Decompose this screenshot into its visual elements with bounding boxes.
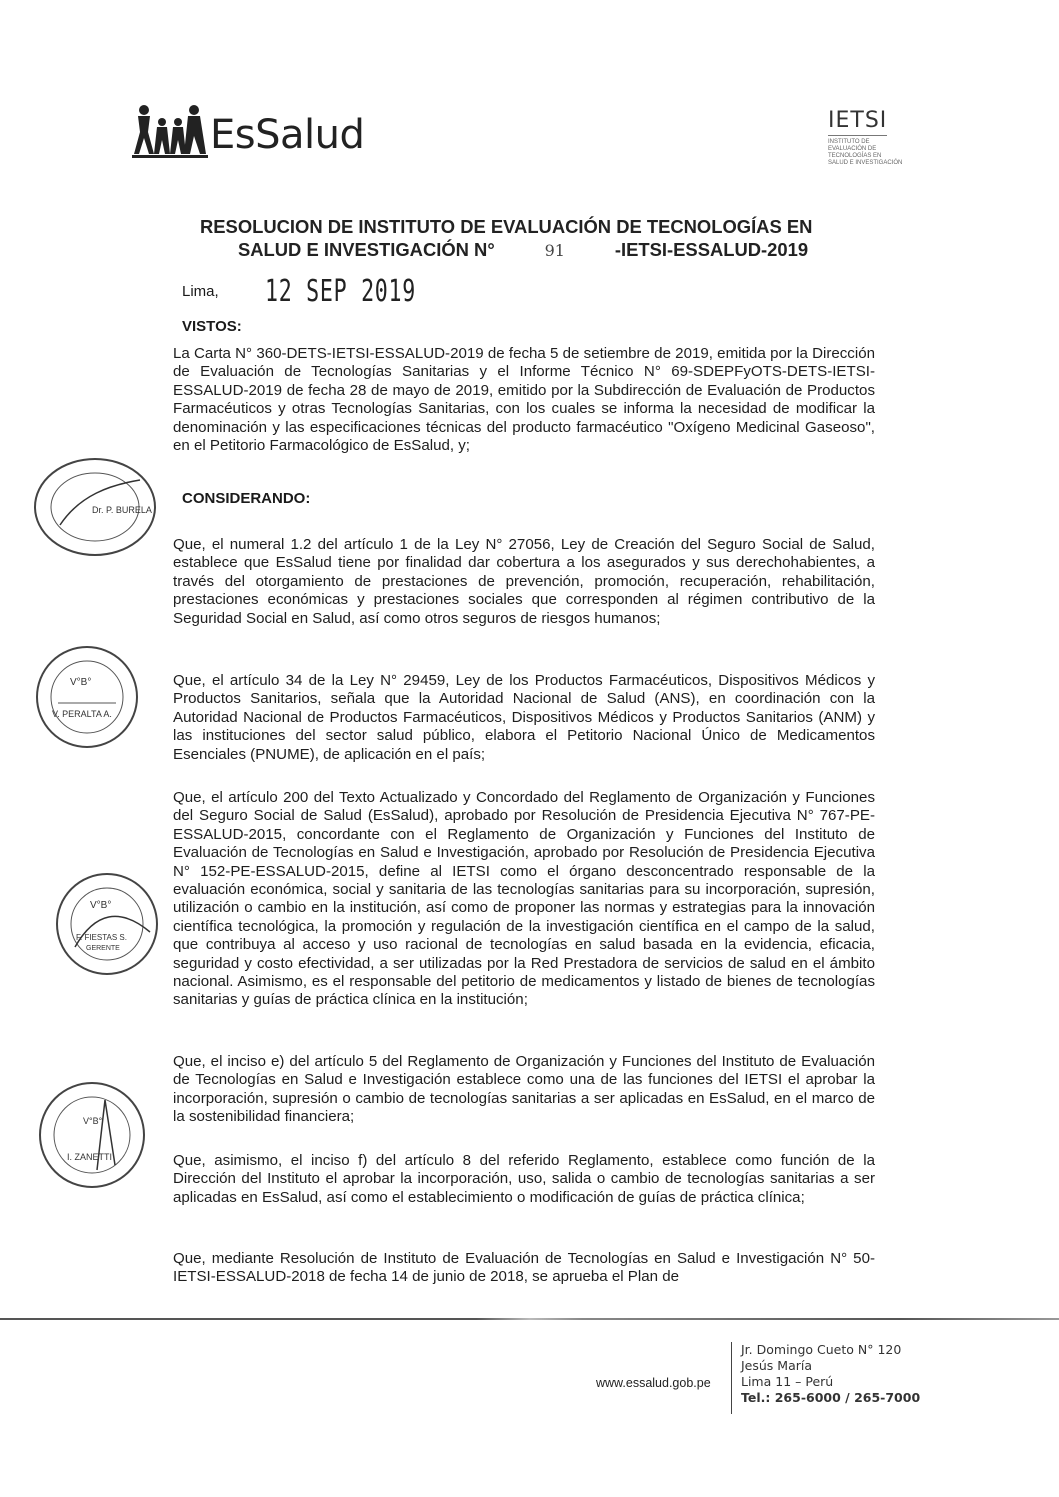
paragraph-5: Que, asimismo, el inciso f) del artículo 8 del referido Reglamento, establece como función de la Dirección del Instituto el aprobar la incorporación, uso, salida o cambio de tecnologías sanitarias a ser aplicadas en EsSalud, así como el establecimiento o modificación de guías de práctica clínica; [173, 1152, 875, 1206]
address-line-3: Lima 11 – Perú [741, 1374, 834, 1389]
essalud-logo [132, 100, 392, 170]
approval-stamp-4 [35, 1080, 150, 1195]
ietsi-logo [828, 108, 918, 180]
stamp-1-name: Dr. P. BURELA [92, 505, 152, 515]
ietsi-abbr: IETSI [828, 108, 887, 136]
stamp-3-vb: V°B° [90, 900, 112, 911]
footer-rule [0, 1318, 1059, 1320]
ietsi-subtitle: INSTITUTO DE EVALUACIÓN DE TECNOLOGÍAS EN SALUD E INVESTIGACIÓN [828, 139, 903, 166]
footer-website: www.essalud.gob.pe [596, 1376, 711, 1390]
family-figures-icon [132, 102, 208, 162]
approval-stamp-1 [30, 455, 160, 565]
footer-divider [731, 1342, 732, 1414]
stamp-3-name: F. FIESTAS S. [76, 933, 127, 942]
vistos-heading: VISTOS: [182, 318, 242, 335]
logo-text: EsSalud [210, 112, 365, 158]
paragraph-6: Que, mediante Resolución de Instituto de Evaluación de Tecnologías en Salud e Investigación N° 50-IETSI-ESSALUD-2018 de fecha 14 de junio de 2018, se aprueba el Plan de [173, 1250, 875, 1286]
considerando-heading: CONSIDERANDO: [182, 490, 311, 507]
title-line2 [200, 238, 860, 262]
title-line2-suffix: -IETSI-ESSALUD-2019 [614, 239, 809, 260]
approval-stamp-2 [30, 645, 145, 755]
approval-stamp-3 [50, 872, 165, 982]
address-line-2: Jesús María [741, 1358, 813, 1373]
stamp-4-name: I. ZANETTI [67, 1152, 112, 1162]
address-line-1: Jr. Domingo Cueto N° 120 [741, 1342, 902, 1357]
title-line2-prefix: SALUD E INVESTIGACIÓN N° [238, 239, 495, 260]
vistos-paragraph: La Carta N° 360-DETS-IETSI-ESSALUD-2019 de fecha 5 de setiembre de 2019, emitida por la Dirección de Evaluación de Tecnologías Sanitarias y el Informe Técnico N° 69-SDEPFyOTS-DETS-IETSI-ESSALUD-2019 de fecha 28 de mayo de 2019, emitido por la Subdirección de Evaluación de Productos Farmacéuticos y otras Tecnologías Sanitarias, con los cuales se informa la necesidad de modificar la denominación y las especificaciones técnicas del producto farmacéutico "Oxígeno Medicinal Gaseoso", en el Petitorio Farmacológico de EsSalud, y; [173, 345, 875, 455]
stamp-4-vb: V°B° [83, 1116, 103, 1126]
place-label: Lima, [182, 283, 219, 300]
paragraph-2: Que, el artículo 34 de la Ley N° 29459, Ley de los Productos Farmacéuticos, Dispositivos Médicos y Productos Sanitarios, señala que la Autoridad Nacional de Salud (ANS), en coordinación con la Autoridad Nacional de Productos Farmacéuticos, Dispositivos Médicos y Productos Sanitarios (ANM) y las instituciones del sector salud público, elabora el Petitorio Nacional Único de Medicamentos Esenciales (PNUME), de aplicación en el país; [173, 672, 875, 763]
resolution-title [200, 215, 860, 262]
footer-address [741, 1342, 920, 1406]
stamp-3-role: GERENTE [86, 945, 120, 952]
stamp-2-vb: V°B° [70, 677, 92, 688]
title-line1: RESOLUCION DE INSTITUTO DE EVALUACIÓN DE TECNOLOGÍAS EN [200, 216, 813, 237]
address-phone: Tel.: 265-6000 / 265-7000 [741, 1390, 921, 1405]
resolution-number: 91 [544, 241, 565, 260]
stamp-2-name: V. PERALTA A. [52, 709, 112, 719]
paragraph-4: Que, el inciso e) del artículo 5 del Reglamento de Organización y Funciones del Instituto de Evaluación de Tecnologías en Salud e Investigación establece como una de las funciones del IETSI el aprobar la incorporación, supresión o cambio de tecnologías sanitarias a ser aplicadas en EsSalud, en el marco de la sostenibilidad financiera; [173, 1053, 875, 1126]
paragraph-1: Que, el numeral 1.2 del artículo 1 de la Ley N° 27056, Ley de Creación del Seguro Social de Salud, establece que EsSalud tiene por finalidad dar cobertura a los asegurados y sus derechohabientes, a través del otorgamiento de prestaciones de prevención, promoción, recuperación, rehabilitación, prestaciones económicas y prestaciones sociales que corresponden al régimen contributivo de la Seguridad Social en Salud, así como otros seguros de riesgos humanos; [173, 536, 875, 627]
date-stamp: 12 SEP 2019 [265, 274, 416, 309]
paragraph-3: Que, el artículo 200 del Texto Actualizado y Concordado del Reglamento de Organización y Funciones del Seguro Social de Salud (EsSalud), aprobado por Resolución de Presidencia Ejecutiva N° 767-PE-ESSALUD-2015, concordante con el Reglamento de Organización y Funciones del Instituto de Evaluación de Tecnologías en Salud e Investigación, aprobado por Resolución de Presidencia Ejecutiva N° 152-PE-ESSALUD-2015, define al IETSI como el órgano desconcentrado responsable de la evaluación económica, social y sanitaria de las tecnologías sanitarias para su incorporación, supresión, utilización o cambio en la institución, así como de proponer las normas y estrategias para la innovación científica tecnológica, la promoción y regulación de la investigación científica en el campo de la salud, que contribuya al acceso y uso racional de tecnologías en salud basada en la evidencia, eficacia, seguridad y costo efectividad, a ser utilizadas por la Red Prestadora de servicios de salud en el ámbito nacional. Asimismo, es el responsable del petitorio de medicamentos y listado de bienes de tecnologías sanitarias y guías de práctica clínica en la institución; [173, 789, 875, 1009]
